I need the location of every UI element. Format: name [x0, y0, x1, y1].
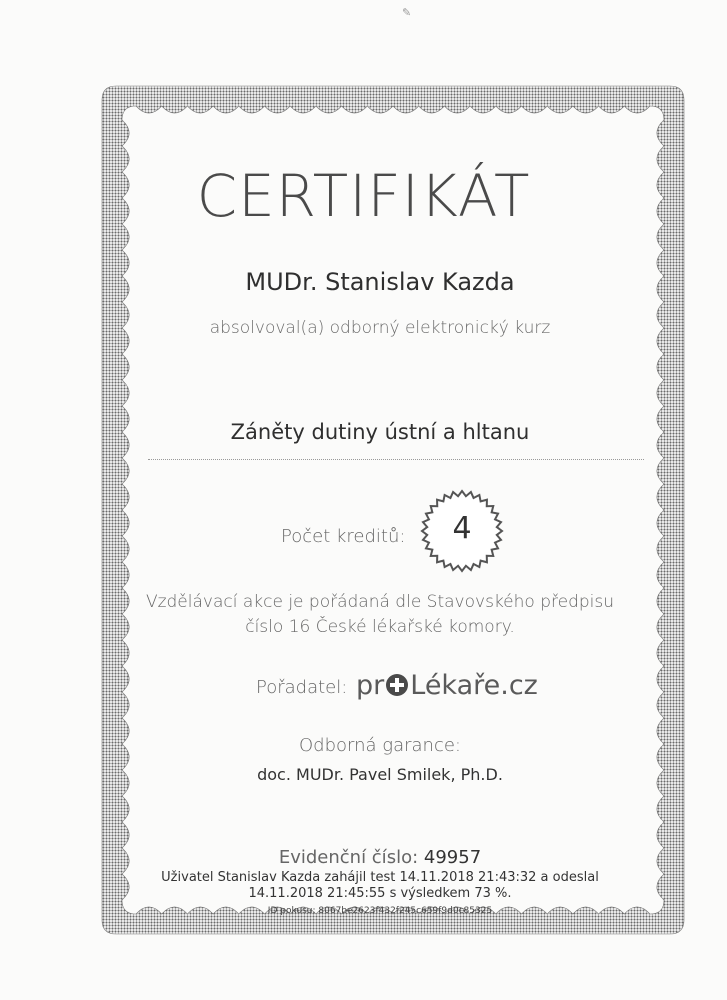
credits-value: 4 — [452, 511, 472, 546]
recipient-name: MUDr. Stanislav Kazda — [245, 268, 515, 296]
regulation-text-line2: číslo 16 České lékařské komory. — [245, 617, 515, 637]
credits-label: Počet kreditů: — [281, 526, 406, 547]
attempt-id: ID pokusu: 8067be2623f432f245c659f9d0c85325 — [267, 906, 493, 916]
dotted-divider — [148, 459, 644, 460]
logo-suffix: Lékaře.cz — [410, 669, 538, 701]
guarantor-name: doc. MUDr. Pavel Smilek, Ph.D. — [257, 765, 503, 784]
organizer-logo — [356, 668, 538, 702]
course-name: Záněty dutiny ústní a hltanu — [230, 420, 530, 444]
plus-circle-icon — [386, 674, 408, 696]
guarantee-label: Odborná garance: — [299, 735, 461, 756]
completed-text: absolvoval(a) odborný elektronický kurz — [209, 318, 551, 338]
logo-prefix: pr — [356, 669, 385, 701]
evidence-label: Evidenční číslo: — [278, 847, 419, 868]
test-info-line2: 14.11.2018 21:45:55 s výsledkem 73 %. — [248, 886, 512, 901]
evidence-row — [30, 847, 727, 868]
regulation-text-line1: Vzdělávací akce je pořádaná dle Stavovského předpisu — [145, 592, 615, 612]
test-info-line1: Uživatel Stanislav Kazda zahájil test 14.11.2018 21:43:32 a odeslal — [161, 870, 599, 885]
evidence-number: 49957 — [423, 847, 482, 868]
certificate-title: CERTIFIKÁT — [196, 162, 531, 230]
scan-mark: ✎ — [402, 6, 412, 19]
organizer-label: Pořadatel: — [256, 677, 348, 698]
